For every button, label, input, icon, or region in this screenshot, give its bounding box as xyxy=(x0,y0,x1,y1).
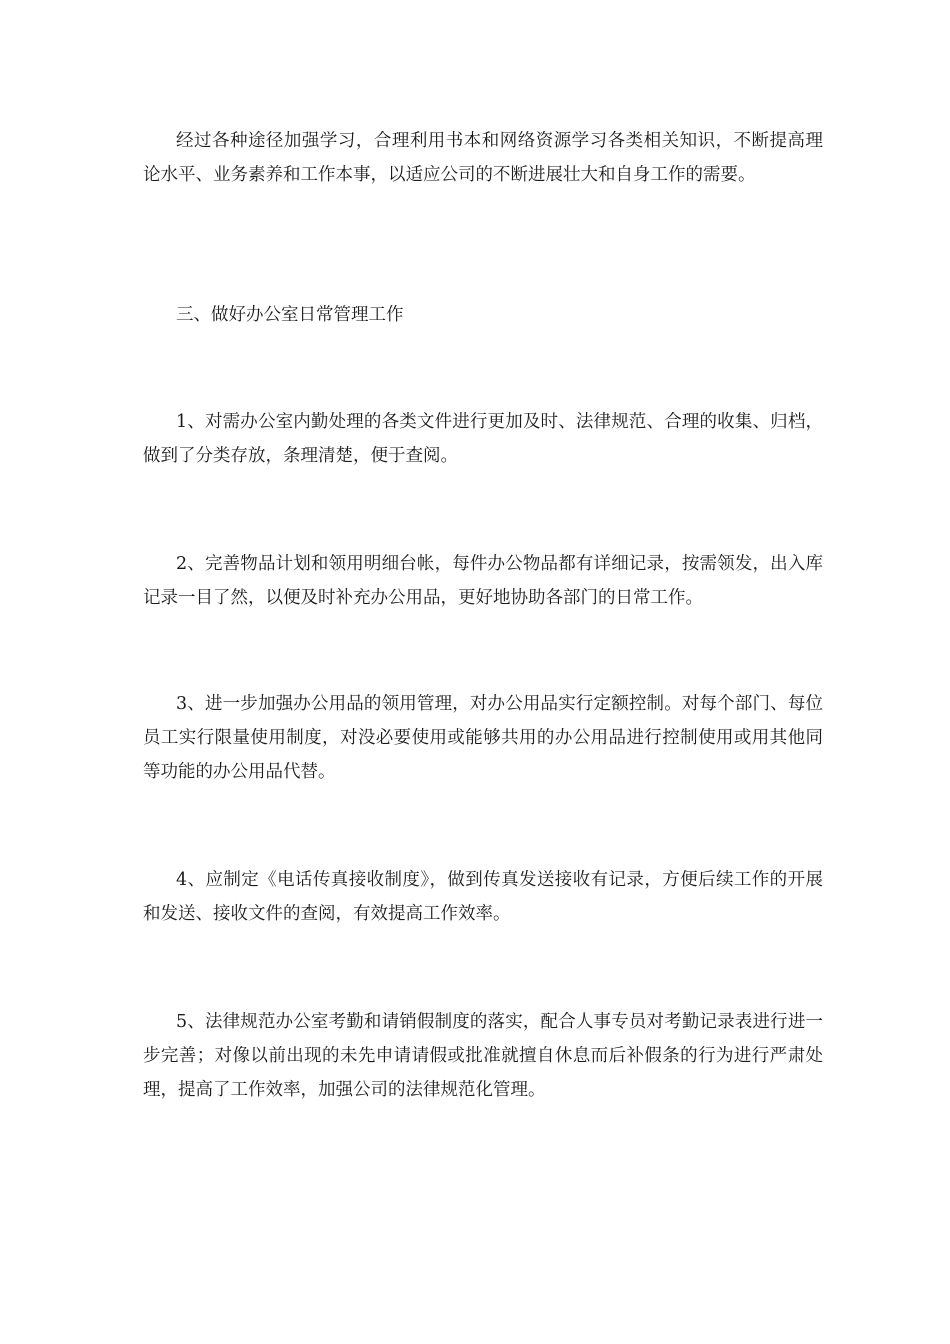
section-heading-office-management: 三、做好办公室日常管理工作 xyxy=(176,305,404,325)
paragraph-study: 经过各种途径加强学习，合理利用书本和网络资源学习各类相关知识，不断提高理论水平、业务素养和工作本事，以适应公司的不断进展壮大和自身工作的需要。 xyxy=(143,131,823,185)
paragraph-item-3: 3、进一步加强办公用品的领用管理，对办公用品实行定额控制。对每个部门、每位员工实行限量使用制度，对没必要使用或能够共用的办公用品进行控制使用或用其他同等功能的办公用品代替。 xyxy=(143,694,823,782)
paragraph-item-2: 2、完善物品计划和领用明细台帐，每件办公物品都有详细记录，按需领发，出入库记录一目了然，以便及时补充办公用品，更好地协助各部门的日常工作。 xyxy=(143,554,823,608)
paragraph-item-1: 1、对需办公室内勤处理的各类文件进行更加及时、法律规范、合理的收集、归档，做到了分类存放，条理清楚，便于查阅。 xyxy=(143,412,823,466)
paragraph-item-4: 4、应制定《电话传真接收制度》，做到传真发送接收有记录，方便后续工作的开展和发送、接收文件的查阅，有效提高工作效率。 xyxy=(143,870,823,924)
paragraph-item-5: 5、法律规范办公室考勤和请销假制度的落实，配合人事专员对考勤记录表进行进一步完善；对像以前出现的未先申请请假或批准就擅自休息而后补假条的行为进行严肃处理，提高了工作效率，加强公司的法律规范化管理。 xyxy=(143,1012,823,1100)
